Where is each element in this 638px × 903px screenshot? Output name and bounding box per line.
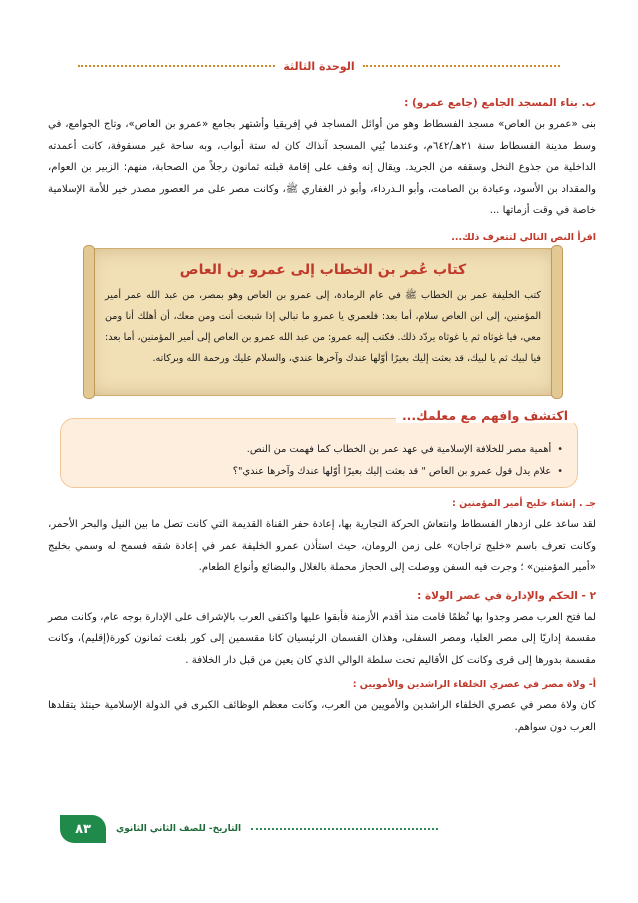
page-footer	[60, 813, 438, 845]
section-b	[48, 92, 596, 248]
section-b-heading: ب. بناء المسجد الجامع (جامع عمرو) :	[404, 97, 596, 109]
header-dots-left	[78, 65, 275, 67]
discover-box	[60, 418, 578, 488]
section-c-heading: جـ . إنشاء خليج أمير المؤمنين :	[452, 498, 596, 509]
unit-title: الوحدة الثالثة	[283, 59, 355, 73]
read-prompt: اقرأ النص التالي لتتعرف ذلك...	[451, 231, 596, 243]
footer-dots	[251, 828, 438, 830]
section-a-heading: أ- ولاة مصر في عصري الخلفاء الراشدين والأمويين :	[352, 679, 596, 690]
scroll-text: كتب الخليفة عمر بن الخطاب ﷺ في عام الرمادة، إلى عمرو بن العاص وهو بمصر، من عبد الله عمر أمير المؤمنين، إلى ابن العاص سلام، أما بعد: فلعمري يا عمرو ما تبالي إذا شبعت أنت ومن معك، أن أهلك أنا ومن معي، فيا غوثاه ثم يا غوثاه يردّد ذلك. فكتب إليه عمرو: من عبد الله عمرو بن العاص إلى أمير المؤمنين، أما بعد: فيا لبيك ثم يا لبيك، قد بعثت إليك بعيرًا أوّلها عندك وآخرها عندي، والسلام عليك ورحمة الله وبركاته.	[105, 290, 541, 364]
letter-scroll	[88, 248, 558, 396]
book-title: التاريخ- للصف الثاني الثانوي	[116, 824, 242, 834]
section-2-paragraph: لما فتح العرب مصر وجدوا بها نُظمًا قامت منذ أقدم الأزمنة فأبقوا عليها واكتفى العرب بالإشراف على الإدارة بوجه عام، وكانت مصر مقسمة إداريًا إلى مصر العليا، ومصر السفلى، وهذان القسمان الرئيسيان كانا مقسمين إلى كور بلغت ثمانون كورة(إقليم)، وكانت مقسمة بدورها إلى قرى وكانت كل الأقاليم تحت سلطة الوالي الذي كان يعين من قبل دار الخلافة .	[48, 611, 596, 666]
discover-item: • أهمية مصر للخلافة الإسلامية في عهد عمر بن الخطاب كما فهمت من النص.	[75, 439, 563, 461]
discover-item: • علام يدل قول عمرو بن العاص " قد بعثت إليك بعيرًا أوّلها عندك وآخرها عندي"؟	[75, 461, 563, 483]
section-a-paragraph: كان ولاة مصر في عصري الخلفاء الراشدين والأمويين من العرب، وكانت معظم الوظائف الكبرى في الدولة الإسلامية حينئذ يتقلدها العرب دون سواهم.	[48, 700, 596, 733]
section-2-heading: ٢ - الحكم والإدارة في عصر الولاة :	[417, 589, 596, 602]
scroll-title: كتاب عُمر بن الخطاب إلى عمرو بن العاص	[179, 262, 467, 278]
header-dots-right	[363, 65, 560, 67]
section-b-paragraph: بنى «عمرو بن العاص» مسجد الفسطاط وهو من أوائل المساجد في إفريقيا وأشتهر بجامع «عمرو بن العاص»، وتاج الجوامع، في وسط مدينة الفسطاط سنة ٢١هـ/٦٤٢م، وعندما بُنِي المسجد آنذاك كان له ستة أبواب، وبه ساحة غير مسقوفة، كانت أعمدته الداخلية من جذوع النخل وسقفه من الجريد. ويقال إنه وقف على إقامة قبلته ثمانون رجلاً من الصحابة، منهم: الزبير بن العوام، والمقداد بن الأسود، وعبادة بن الصامت، وأبو الـدرداء، وأبو ذر الغفاري ﷺ، وكانت مصر على مر العصور مصدر خير للأمة الإسلامية خاصة في وقت أزماتها ...	[48, 119, 596, 216]
discover-list	[75, 439, 563, 483]
page-number: ٨٣	[60, 815, 106, 843]
page-header	[70, 56, 568, 76]
discover-title: اكتشف وافهم مع معلمك...	[396, 408, 574, 423]
lower-content	[48, 494, 596, 738]
section-c-paragraph: لقد ساعد على ازدهار الفسطاط وانتعاش الحركة التجارية بها، إعادة حفر القناة القديمة التي كانت تصل ما بين النيل والبحر الأحمر، وكانت تعرف باسم «خليج تراجان» على زمن الرومان، حيث استأذن عمرو الخليفة عمر في إعادة شقه فسمح له وسمي بخليج «أمير المؤمنين» ؛ وجرت فيه السفن ووصلت إلى الحجاز محملة بالغلال والبضائع وأنواع الطعام.	[48, 519, 596, 573]
